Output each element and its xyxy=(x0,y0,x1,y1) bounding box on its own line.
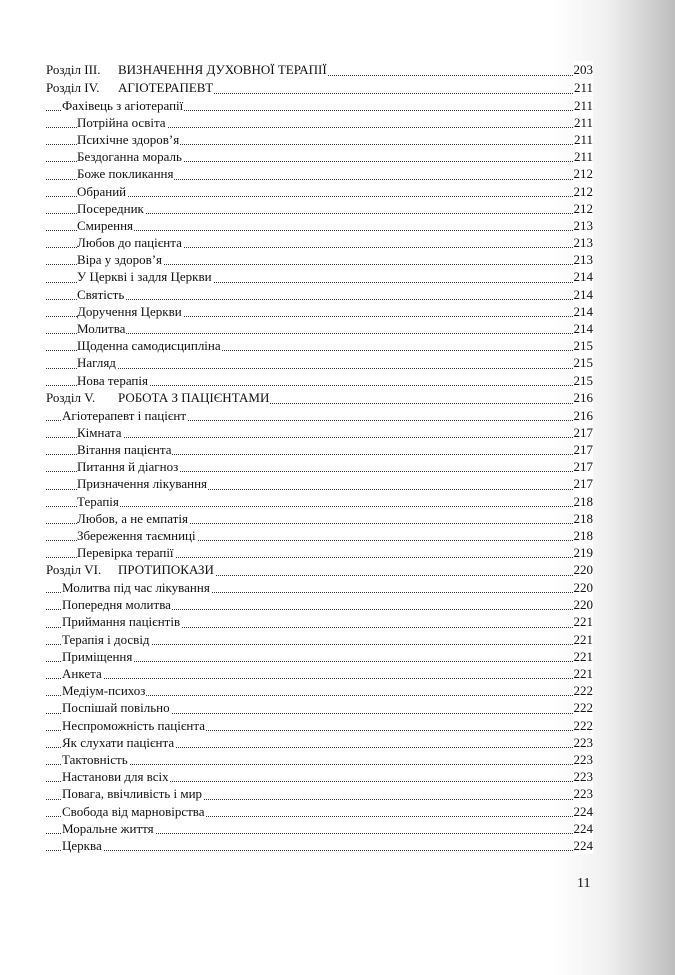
entry-title: Терапія xyxy=(77,493,119,509)
entry-page-number: 221 xyxy=(573,614,593,630)
entry-page-number: 217 xyxy=(573,476,593,492)
entry-page-number: 213 xyxy=(573,235,593,251)
entry-title: Перевірка терапії xyxy=(77,545,174,561)
entry-title: Терапія і досвід xyxy=(62,631,150,647)
entry-title: Тактовність xyxy=(62,751,128,767)
toc-entry-row xyxy=(46,751,593,768)
entry-page-number: 218 xyxy=(573,510,593,526)
entry-page-number: 211 xyxy=(573,114,593,130)
entry-title: Любов до пацієнта xyxy=(77,235,182,251)
entry-page-number: 220 xyxy=(573,580,593,596)
entry-page-number: 221 xyxy=(573,648,593,664)
entry-title: Психічне здоров’я xyxy=(77,131,180,147)
entry-title: У Церкві і задля Церкви xyxy=(77,269,212,285)
entry-title: Медіум-психоз xyxy=(62,683,146,699)
toc-entry-row xyxy=(46,734,593,751)
entry-title: Святість xyxy=(77,286,125,302)
toc-entry-row xyxy=(46,251,593,268)
toc-entry-row xyxy=(46,699,593,716)
entry-title: Приймання пацієнтів xyxy=(62,614,181,630)
entry-title: Неспроможність пацієнта xyxy=(62,717,205,733)
entry-title: Обраний xyxy=(77,183,127,199)
toc-entry-row xyxy=(46,648,593,665)
toc-entry-row xyxy=(46,183,593,200)
toc-entry-row xyxy=(46,527,593,544)
toc-entry-row xyxy=(46,544,593,561)
dot-leader xyxy=(46,333,593,334)
entry-title: Агіотерапевт і пацієнт xyxy=(62,407,187,423)
toc-entry-row xyxy=(46,510,593,527)
entry-title: Настанови для всіх xyxy=(62,769,169,785)
entry-page-number: 219 xyxy=(573,545,593,561)
entry-page-number: 214 xyxy=(573,321,593,337)
entry-page-number: 223 xyxy=(573,786,593,802)
toc-entry-row xyxy=(46,303,593,320)
entry-page-number: 222 xyxy=(573,717,593,733)
entry-page-number: 224 xyxy=(573,803,593,819)
entry-title: Церква xyxy=(62,837,102,853)
toc-entry-row xyxy=(46,337,593,354)
toc-chapter-row xyxy=(46,389,593,407)
entry-title: Вітання пацієнта xyxy=(77,441,172,457)
entry-title: Любов, а не емпатія xyxy=(77,510,188,526)
entry-page-number: 214 xyxy=(573,303,593,319)
dot-leader xyxy=(46,368,593,369)
entry-page-number: 220 xyxy=(573,597,593,613)
toc-entry-row xyxy=(46,424,593,441)
entry-page-number: 217 xyxy=(573,424,593,440)
entry-title: Віра у здоров’я xyxy=(77,252,163,268)
entry-page-number: 215 xyxy=(573,338,593,354)
entry-page-number: 224 xyxy=(573,837,593,853)
entry-title: Потрійна освіта xyxy=(77,114,166,130)
toc-entry-row xyxy=(46,97,593,114)
toc-entry-row xyxy=(46,372,593,389)
entry-title: Нова терапія xyxy=(77,372,148,388)
toc-entry-row xyxy=(46,665,593,682)
toc-entry-row xyxy=(46,165,593,182)
entry-title: Приміщення xyxy=(62,648,133,664)
entry-page-number: 212 xyxy=(573,183,593,199)
toc-entry-row xyxy=(46,768,593,785)
entry-page-number: 220 xyxy=(573,562,593,578)
entry-title: Збереження таємниці xyxy=(77,527,196,543)
entry-page-number: 223 xyxy=(573,769,593,785)
toc-chapter-row xyxy=(46,561,593,579)
chapter-title: АГІОТЕРАПЕВТ xyxy=(118,79,214,95)
toc-entry-row xyxy=(46,217,593,234)
toc-chapter-row xyxy=(46,61,593,79)
entry-page-number: 217 xyxy=(573,441,593,457)
toc-entry-row xyxy=(46,200,593,217)
toc-entry-row xyxy=(46,268,593,285)
entry-page-number: 213 xyxy=(573,217,593,233)
toc-entry-row xyxy=(46,475,593,492)
chapter-title: ПРОТИПОКАЗИ xyxy=(118,562,214,578)
entry-page-number: 224 xyxy=(573,820,593,836)
entry-page-number: 216 xyxy=(573,407,593,423)
entry-page-number: 221 xyxy=(573,666,593,681)
toc-entry-row xyxy=(46,441,593,458)
entry-page-number: 218 xyxy=(573,493,593,509)
entry-page-number: 211 xyxy=(573,149,593,165)
toc-entry-row xyxy=(46,803,593,820)
toc-entry-row xyxy=(46,631,593,648)
entry-page-number: 223 xyxy=(573,734,593,750)
toc-entry-row xyxy=(46,785,593,802)
page-number: 11 xyxy=(577,876,591,891)
dot-leader xyxy=(46,678,593,679)
toc-entry-row xyxy=(46,354,593,371)
entry-page-number: 215 xyxy=(573,372,593,388)
entry-title: Анкета xyxy=(62,666,102,681)
entry-title: Кімната xyxy=(77,424,122,440)
toc-entry-row xyxy=(46,613,593,630)
chapter-label: Розділ VI. xyxy=(46,562,102,578)
entry-title: Посередник xyxy=(77,200,144,216)
entry-page-number: 221 xyxy=(573,631,593,647)
entry-page-number: 222 xyxy=(573,700,593,716)
entry-page-number: 215 xyxy=(573,355,593,371)
chapter-title: РОБОТА З ПАЦІЄНТАМИ xyxy=(118,389,270,405)
dot-leader xyxy=(46,299,593,300)
dot-leader xyxy=(46,506,593,507)
toc-entry-row xyxy=(46,234,593,251)
toc-entry-row xyxy=(46,114,593,131)
entry-title: Молитва під час лікування xyxy=(62,580,210,596)
entry-title: Доручення Церкви xyxy=(77,303,182,319)
toc-entry-row xyxy=(46,286,593,303)
entry-page-number: 218 xyxy=(573,527,593,543)
entry-page-number: 213 xyxy=(573,252,593,268)
chapter-label: Розділ V. xyxy=(46,389,96,405)
entry-page-number: 211 xyxy=(573,79,593,95)
entry-page-number: 212 xyxy=(573,200,593,216)
toc-entry-row xyxy=(46,579,593,596)
toc-entry-row xyxy=(46,320,593,337)
entry-page-number: 212 xyxy=(573,166,593,182)
entry-title: Молитва xyxy=(77,321,126,337)
entry-title: Попередня молитва xyxy=(62,597,171,613)
toc-entry-row xyxy=(46,837,593,854)
entry-page-number: 222 xyxy=(573,683,593,699)
chapter-title: ВИЗНАЧЕННЯ ДУХОВНОЇ ТЕРАПІЇ xyxy=(118,62,327,77)
dot-leader xyxy=(46,196,593,197)
entry-title: Щоденна самодисципліна xyxy=(77,338,221,354)
toc-entry-row xyxy=(46,148,593,165)
toc-entry-row xyxy=(46,407,593,424)
chapter-label: Розділ III. xyxy=(46,62,101,77)
entry-title: Як слухати пацієнта xyxy=(62,734,175,750)
entry-title: Бездоганна мораль xyxy=(77,149,182,165)
toc-entry-row xyxy=(46,458,593,475)
entry-title: Смирення xyxy=(77,217,134,233)
toc-entry-row xyxy=(46,820,593,837)
entry-title: Нагляд xyxy=(77,355,116,371)
entry-title: Фахівець з агіотерапії xyxy=(62,97,184,113)
entry-title: Боже покликання xyxy=(77,166,174,182)
toc-entry-row xyxy=(46,131,593,148)
chapter-label: Розділ IV. xyxy=(46,79,100,95)
dot-leader xyxy=(46,437,593,438)
entry-page-number: 211 xyxy=(573,97,593,113)
entry-page-number: 216 xyxy=(573,389,593,405)
entry-title: Призначення лікування xyxy=(77,476,207,492)
toc-chapter-row xyxy=(46,79,593,97)
entry-title: Поспішай повільно xyxy=(62,700,170,716)
entry-title: Питання й діагноз xyxy=(77,459,179,475)
entry-page-number: 214 xyxy=(573,269,593,285)
toc-entry-row xyxy=(46,596,593,613)
entry-page-number: 214 xyxy=(573,286,593,302)
toc-entry-row xyxy=(46,717,593,734)
dot-leader xyxy=(46,850,593,851)
entry-page-number: 203 xyxy=(573,62,593,77)
entry-title: Повага, ввічливість і мир xyxy=(62,786,203,802)
table-of-contents xyxy=(46,61,593,854)
toc-entry-row xyxy=(46,682,593,699)
entry-page-number: 217 xyxy=(573,459,593,475)
entry-page-number: 211 xyxy=(573,131,593,147)
entry-title: Моральне життя xyxy=(62,820,154,836)
entry-page-number: 223 xyxy=(573,751,593,767)
toc-entry-row xyxy=(46,493,593,510)
entry-title: Свобода від марновірства xyxy=(62,803,205,819)
